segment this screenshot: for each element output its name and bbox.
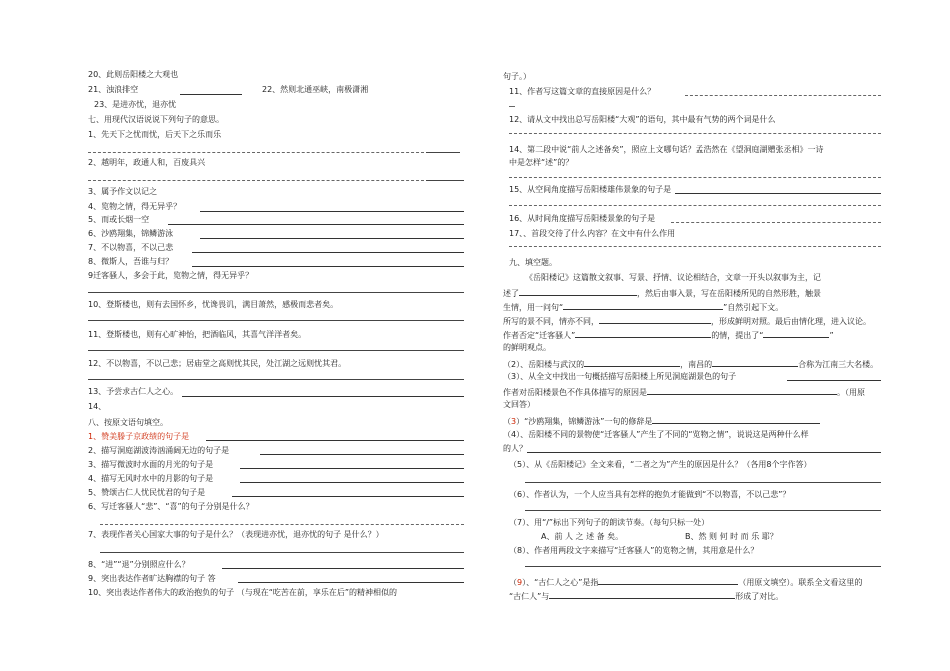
para-1d-text: 所写的景不同，情亦不同， [503,317,599,326]
q-9: 9迁客骚人，多会于此，览物之情，得无异乎？ [88,271,254,280]
para-3c: 文回答） [503,400,535,409]
fill-3: 3、描写微波时水面的月光的句子是 [88,460,214,469]
answer-blank[interactable] [675,193,881,194]
answer-line[interactable] [88,180,424,181]
para-10b [509,590,783,602]
para-1d [503,315,871,327]
answer-blank[interactable] [527,452,881,453]
fill-2: 2、描写洞庭湖波涛汹涌阔无边的句子是 [88,446,230,455]
section-9-title: 九、填空题。 [509,258,557,267]
answer-line[interactable] [525,566,881,567]
answer-line[interactable] [88,292,464,293]
para-9: （8）、作者用两段文字来描写“迁客骚人”的览物之情，其用意是什么？ [509,546,759,555]
section-7-title: 七、用现代汉语说说下列句子的意思。 [88,115,224,124]
answer-blank[interactable] [232,496,464,497]
answer-blank[interactable] [200,211,464,212]
para-4-num: 3 [511,417,517,426]
para-1b-text: 述了 [503,289,519,298]
q-14: 14、 [88,402,107,411]
answer-line[interactable] [509,133,881,134]
para-2-text-3: 合称为江南三大名楼。 [798,360,879,369]
answer-blank[interactable] [712,358,798,367]
q-3: 3、属予作文以记之 [88,187,158,196]
para-10-text-3: （用原文填空）。联系全文看这里的 [738,578,863,587]
para-4-text: （ [503,417,511,426]
para-3b-text: 作者对岳阳楼景色不作具体描写的原因是 [503,388,647,397]
q-8: 8、微斯人，吾谁与归？ [88,257,174,266]
para-4 [503,415,820,427]
answer-blank[interactable] [647,386,837,395]
answer-blank[interactable] [240,468,464,469]
answer-blank[interactable] [549,590,735,599]
para-1e [503,329,834,341]
para-1b-text-2: ，然后由事入景，写在岳阳楼所见的自然形胜，触景 [637,289,821,298]
answer-line[interactable] [426,152,460,153]
answer-blank[interactable] [192,266,464,267]
fill-1: 1、赞美滕子京政绩的句子是 [88,432,190,441]
answer-blank[interactable] [240,482,464,483]
para-1e-text-3: ” [829,331,834,340]
q-7: 7、不以物喜，不以己悲 [88,243,174,252]
r-q-14b: 中是怎样“述”的？ [509,158,574,167]
para-3b-text-2: 。（用原 [837,388,865,397]
fill-9: 9、突出表达作者旷达胸襟的句子 答 [88,574,216,583]
fill-5: 5、赞颂古仁人忧民忧君的句子是 [88,488,206,497]
answer-blank[interactable] [584,358,680,367]
para-1d-text-2: ，形成鲜明对照。最后由情化理，进入议论。 [711,317,871,326]
q-5: 5、而或长烟一空 [88,215,150,224]
q-12: 12、不以物喜，不以己悲；居庙堂之高则忧其民，处江湖之远则忧其君。 [88,359,347,368]
answer-line[interactable] [685,95,881,96]
r-q-12: 12、请从文中找出总写岳阳楼“大观”的语句，其中最有气势的两个词是什么 [509,115,776,124]
para-8: （7）、用“/”标出下列句子的朗读节奏。（每句只标一处） [509,518,710,527]
para-6: （5）、从《岳阳楼记》全文来看，“二者之为”产生的原因是什么？（各用8个字作答） [509,460,812,469]
answer-line[interactable] [671,222,881,223]
answer-blank[interactable] [787,380,881,381]
r-q-16: 16、从时间角度描写岳阳楼景象的句子是 [509,214,656,223]
para-10-text-2: ）、“古仁人之心”是指 [522,578,599,587]
para-5a: （4）、岳阳楼不同的景物使“迁客骚人”产生了不同的“览物之情”，说说这是两种什么样 [503,430,809,439]
answer-line[interactable] [88,379,464,380]
q-13: 13、予尝求古仁人之心。 [88,387,179,396]
answer-line[interactable] [100,524,464,525]
q-10: 10、登斯楼也，则有去国怀乡，忧谗畏讥，满目萧然，感极而悲者矣。 [88,300,339,309]
para-2-text: （2）、岳阳楼与武汉的 [503,360,585,369]
para-1e-text: 作者否定“迁客骚人” [503,331,576,340]
r-q-15: 15、从空间角度描写岳阳楼雄伟景象的句子是 [509,185,672,194]
item-22: 22、然则北通巫峡，南极潇湘 [262,85,369,94]
para-10-text: （ [509,578,517,587]
q-2: 2、越明年，政通人和，百废具兴 [88,158,206,167]
answer-blank[interactable] [200,238,464,239]
answer-blank[interactable] [168,224,464,225]
para-1a: 《岳阳楼记》这篇散文叙事、写景、抒情、议论相结合，文章一开头以叙事为主，记 [525,273,821,282]
answer-blank[interactable] [260,454,464,455]
answer-line[interactable] [100,552,464,553]
fill-7: 7、表现作者关心国家大事的句子是什么？（表现进亦忧，退亦忧的句子 是什么？） [88,530,384,539]
para-2-text-2: ，南昌的 [680,360,713,369]
fill-6: 6、写迁客骚人“悲”、“喜”的句子分别是什么？ [88,502,254,511]
answer-line[interactable] [88,152,424,153]
fill-4: 4、描写无风时水中的月影的句子是 [88,474,214,483]
para-10b-text-2: 形成了对比。 [735,592,784,601]
answer-blank[interactable] [763,329,829,338]
answer-blank[interactable] [652,415,820,424]
para-10b-text: “古仁人”与 [509,592,550,601]
para-3b [503,386,865,398]
para-7: （6）、作者认为，一个人应当具有怎样的抱负才能做到“不以物喜，不以己悲”？ [509,490,791,499]
q-6: 6、沙鸥翔集，锦鳞游泳 [88,229,174,238]
para-5b: 的人？ [503,444,527,453]
answer-blank[interactable] [192,252,464,253]
answer-blank[interactable] [563,301,723,310]
answer-line[interactable] [509,177,881,178]
para-4-text-2: ）“沙鸥翔集，锦鳞游泳”一句的修辞是 [516,417,653,426]
r-q-17: 17、、首段交待了什么内容？在文中有什么作用 [509,229,676,238]
answer-line[interactable] [525,510,881,511]
answer-blank[interactable] [599,315,711,324]
answer-blank[interactable] [180,94,242,95]
answer-blank[interactable] [182,396,464,397]
para-1b [503,287,821,299]
fill-8: 8、“进”“退”分别照应什么？ [88,560,190,569]
para-10-num: 9 [517,578,523,587]
para-8b: B、然 则 何 时 而 乐 耶？ [685,532,778,541]
para-3a: （3）、从全文中找出一句概括描写岳阳楼上所见洞庭湖景色的句子 [503,372,737,381]
item-23: 23、是进亦忧，退亦忧 [94,100,177,109]
fill-10: 10、突出表达作者伟大的政治抱负的句子 （与现在“吃苦在前，享乐在后”的精神相似的 [88,588,398,597]
answer-blank[interactable] [519,287,637,296]
para-2 [503,358,878,370]
answer-line[interactable] [509,205,881,206]
para-1f: 的鲜明观点。 [503,343,551,352]
answer-line[interactable] [88,320,464,321]
answer-line[interactable] [525,482,881,483]
para-1e-text-2: 的情，提出了“ [711,331,764,340]
answer-blank[interactable] [238,582,464,583]
para-1c [503,301,783,313]
r-line-0: 句子。） [503,72,531,81]
para-8a: A、前 人 之 述 备 矣。 [541,532,624,541]
r-q-14a: 14、第二段中说“前人之述备矣”，照应上文哪句话？孟浩然在《望洞庭湖赠张丞相》一诗 [509,145,824,154]
item-20: 20、此则岳阳楼之大观也 [88,70,179,79]
item-21: 21、浊浪排空 [88,85,139,94]
answer-blank[interactable] [598,576,738,585]
answer-line[interactable] [88,350,464,351]
para-1c-text: 生情，用一问句“ [503,303,564,312]
para-10 [509,576,862,588]
answer-blank[interactable] [222,568,464,569]
para-1c-text-2: ”自然引起下文。 [723,303,784,312]
answer-blank[interactable] [206,440,464,441]
q-1: 1、先天下之忧而忧，后天下之乐而乐 [88,130,222,139]
answer-line[interactable] [426,180,464,181]
q-11: 11、登斯楼也，则有心旷神怡，把酒临风，其喜气洋洋者矣。 [88,330,307,339]
answer-line[interactable] [509,106,515,107]
r-q-11: 11、作者写这篇文章的直接原因是什么？ [509,87,656,96]
section-8-title: 八、按原文语句填空。 [88,418,168,427]
q-4: 4、览物之情，得无异乎？ [88,202,182,211]
answer-line[interactable] [509,246,881,247]
answer-blank[interactable] [575,329,711,338]
